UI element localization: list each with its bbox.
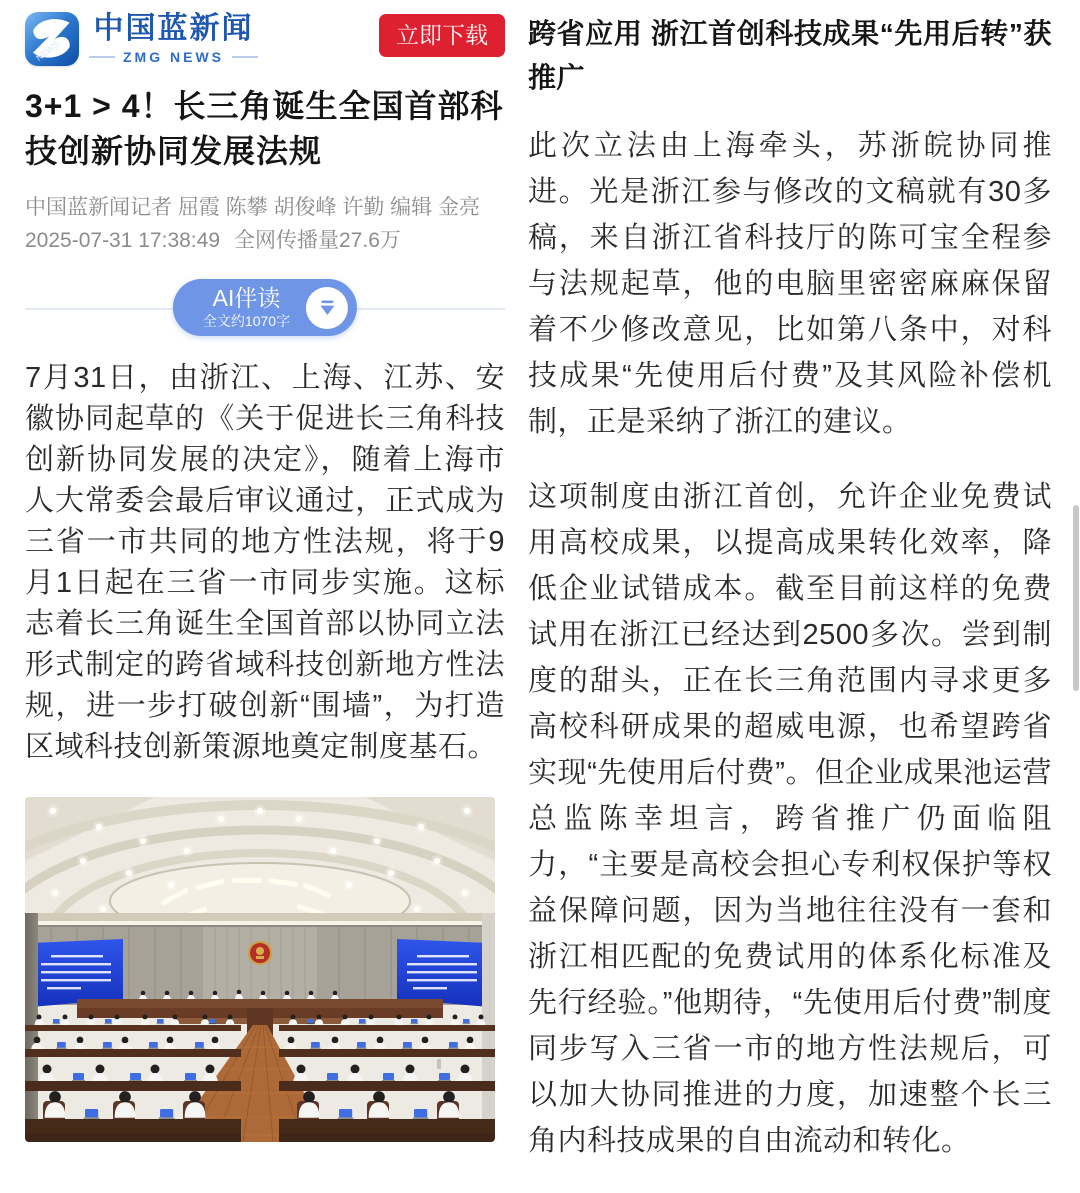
app-header (25, 0, 505, 66)
subtitle-dash-right (232, 56, 258, 58)
logo-title: 中国蓝新闻 (93, 12, 254, 45)
spread-count: 全网传播量27.6万 (234, 229, 401, 253)
ai-word-count: 全文约1070字 (202, 313, 291, 330)
ai-reader-texts (203, 285, 290, 330)
ai-reader-row (25, 279, 505, 341)
ai-reader-button[interactable] (173, 279, 357, 336)
article-title: 3+1 > 4！长三角诞生全国首部科技创新协同发展法规 (25, 88, 504, 169)
ai-expand-circle[interactable] (306, 287, 348, 329)
download-now-button[interactable]: 立即下载 (379, 14, 505, 57)
body-paragraph-1: 此次立法由上海牵头，苏浙皖协同推进。光是浙江参与修改的文稿就有30多稿，来自浙江省科技厅的陈可宝全程参与法规起草，他的电脑里密密麻麻保留着不少修改意见，比如第八条中，对科技成果“先使用后付费”及其风险补偿机制，正是采纳了浙江的建议。 (528, 130, 1052, 439)
lead-paragraph: 7月31日，由浙江、上海、江苏、安徽协同起草的《关于促进长三角科技创新协同发展的决定》，随着上海市人大常委会最后审议通过，正式成为三省一市共同的地方性法规，将于9月1日起在三省一市同步实施。这标志着长三角诞生全国首部以协同立法形式制定的跨省域科技创新地方性法规，进一步打破创新“围墙”，为打造区域科技创新策源地奠定制度基石。 (25, 362, 505, 764)
ai-reader-label: AI伴读 (212, 285, 281, 312)
publish-datetime: 2025-07-31 17:38:49 (25, 229, 220, 253)
logo-subtitle-row (89, 49, 258, 65)
logo-subtitle: ZMG NEWS (123, 49, 224, 65)
svg-text:NEWS: NEWS (33, 38, 61, 63)
logo-z-icon (25, 12, 79, 66)
vertical-scrollbar-thumb[interactable] (1073, 505, 1079, 691)
continuation-column (528, 0, 1052, 1193)
article-photo-conference-hall (25, 797, 495, 1142)
national-emblem (249, 942, 271, 964)
section-heading: 跨省应用 浙江首创科技成果“先用后转”获推广 (528, 18, 1052, 93)
subtitle-dash-left (89, 56, 115, 58)
article-column (25, 0, 505, 1142)
article-byline: 中国蓝新闻记者 屈霞 陈攀 胡俊峰 许勤 编辑 金亮 (25, 196, 481, 220)
logo-texts (89, 12, 258, 65)
chevron-down-icon (319, 300, 336, 316)
article-meta (25, 228, 505, 254)
body-paragraph-2: 这项制度由浙江首创，允许企业免费试用高校成果，以提高成果转化效率，降低企业试错成本。截至目前这样的免费试用在浙江已经达到2500多次。尝到制度的甜头，正在长三角范围内寻求更多高校科研成果的超威电源，也希望跨省实现“先使用后付费”。但企业成果池运营总监陈幸坦言，跨省推广仍面临阻力，“主要是高校会担心专利权保护等权益保障问题，因为当地往往没有一套和浙江相匹配的免费试用的体系化标准及先行经验。”他期待，“先使用后付费”制度同步写入三省一市的地方性法规后，可以加大协同推进的力度，加速整个长三角内科技成果的自由流动和转化。 (528, 481, 1052, 1158)
logo-block[interactable] (25, 12, 258, 66)
